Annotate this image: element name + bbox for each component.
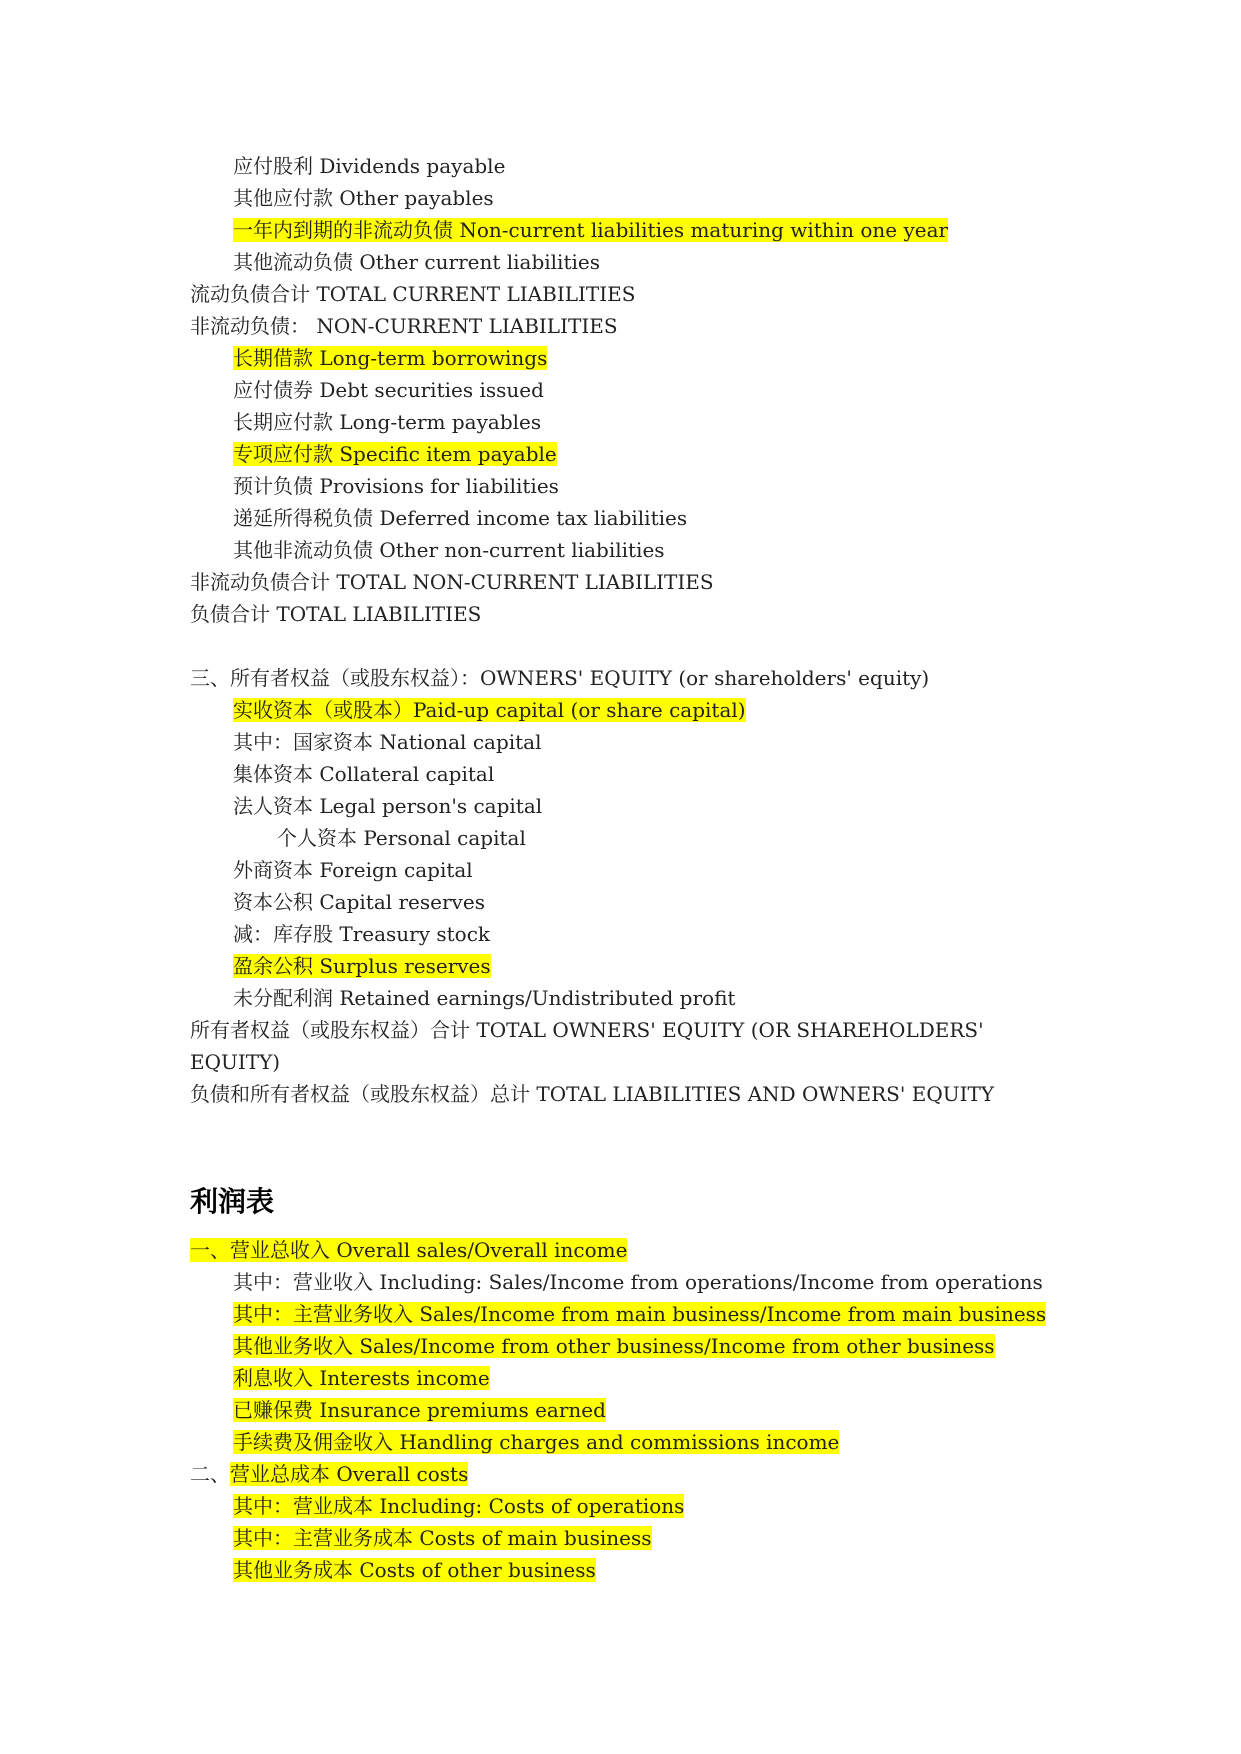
line-other-current-liabilities [233,246,600,278]
line-text: 集体资本 Collateral capital [233,762,495,786]
line-total-owners-equity [190,1014,984,1046]
line-main-business-income [233,1298,1046,1330]
line-long-term-payables [233,406,541,438]
line-text: 未分配利润 Retained earnings/Undistributed profit [233,986,736,1010]
line-capital-reserves [233,886,485,918]
line-prefix: 二、 [190,1462,230,1486]
line-text: 一、营业总收入 Overall sales/Overall income [190,1238,628,1262]
line-text: 其中：国家资本 National capital [233,730,542,754]
line-text: 其中：主营业务收入 Sales/Income from main business/Income from main business [233,1302,1047,1326]
line-text: 长期应付款 Long-term payables [233,410,542,434]
line-text: 个人资本 Personal capital [277,826,526,850]
line-text: 非流动负债： NON-CURRENT LIABILITIES [190,314,618,338]
line-legal-person-capital [233,790,542,822]
line-overall-costs [190,1458,468,1490]
line-text: 专项应付款 Specific item payable [233,442,557,466]
line-foreign-capital [233,854,473,886]
line-deferred-tax [233,502,687,534]
line-specific-item-payable [233,438,557,470]
line-long-term-borrowings [233,342,547,374]
line-text: 其他业务收入 Sales/Income from other business/Income from other business [233,1334,995,1358]
line-text: 盈余公积 Surplus reserves [233,954,491,978]
line-personal-capital [277,822,526,854]
line-text: 三、所有者权益（或股东权益）：OWNERS' EQUITY (or shareholders' equity) [190,666,930,690]
line-text: 实收资本（或股本）Paid-up capital (or share capital) [233,698,746,722]
line-retained-earnings [233,982,735,1014]
line-other-payables [233,182,494,214]
line-text: 递延所得税负债 Deferred income tax liabilities [233,506,688,530]
line-insurance-premiums [233,1394,606,1426]
line-text: 一年内到期的非流动负债 Non-current liabilities maturing within one year [233,218,949,242]
line-main-business-costs [233,1522,652,1554]
line-interest-income [233,1362,490,1394]
section-heading-income-statement: 利润表 [190,1185,275,1218]
line-total-current-liabilities [190,278,635,310]
line-text: 已赚保费 Insurance premiums earned [233,1398,606,1422]
line-surplus-reserves [233,950,491,982]
line-total-owners-equity-cont [190,1046,280,1078]
line-paid-up-capital [233,694,746,726]
line-overall-income [190,1234,627,1266]
line-non-current-liabilities-header [190,310,618,342]
line-text: 应付债券 Debt securities issued [233,378,544,402]
line-total-non-current [190,566,714,598]
line-text: 所有者权益（或股东权益）合计 TOTAL OWNERS' EQUITY (OR SHAREHOLDERS' [190,1018,984,1042]
line-handling-charges [233,1426,839,1458]
line-other-business-income [233,1330,995,1362]
line-text: 营业总成本 Overall costs [230,1462,469,1486]
line-text: 长期借款 Long-term borrowings [233,346,548,370]
line-debt-securities [233,374,544,406]
line-text: 外商资本 Foreign capital [233,858,473,882]
line-text: 其他业务成本 Costs of other business [233,1558,596,1582]
line-treasury-stock [233,918,490,950]
line-text: 法人资本 Legal person's capital [233,794,543,818]
line-text: 负债和所有者权益（或股东权益）总计 TOTAL LIABILITIES AND OWNERS' EQUITY [190,1082,995,1106]
line-text: 其他流动负债 Other current liabilities [233,250,600,274]
line-text: 其中：营业收入 Including: Sales/Income from operations/Income from operations [233,1270,1043,1294]
line-text: 应付股利 Dividends payable [233,154,506,178]
line-current-maturing [233,214,948,246]
line-text: 减：库存股 Treasury stock [233,922,491,946]
line-owners-equity-header [190,662,929,694]
line-text: 负债合计 TOTAL LIABILITIES [190,602,482,626]
line-dividends-payable [233,150,505,182]
line-text: 资本公积 Capital reserves [233,890,485,914]
line-provisions [233,470,559,502]
line-national-capital [233,726,542,758]
line-text: 其他非流动负债 Other non-current liabilities [233,538,665,562]
line-total-liabilities [190,598,481,630]
line-collateral-capital [233,758,494,790]
line-other-business-costs [233,1554,596,1586]
line-text: 其他应付款 Other payables [233,186,494,210]
line-text: 其中：主营业务成本 Costs of main business [233,1526,652,1550]
line-text: 手续费及佣金收入 Handling charges and commissions income [233,1430,840,1454]
line-operating-costs [233,1490,684,1522]
line-text: 利息收入 Interests income [233,1366,490,1390]
line-text: EQUITY) [190,1050,281,1074]
line-operating-income [233,1266,1043,1298]
line-total-liabilities-equity [190,1078,994,1110]
line-text: 流动负债合计 TOTAL CURRENT LIABILITIES [190,282,636,306]
line-text: 非流动负债合计 TOTAL NON-CURRENT LIABILITIES [190,570,714,594]
line-text: 预计负债 Provisions for liabilities [233,474,559,498]
line-other-non-current [233,534,665,566]
line-text: 其中：营业成本 Including: Costs of operations [233,1494,685,1518]
